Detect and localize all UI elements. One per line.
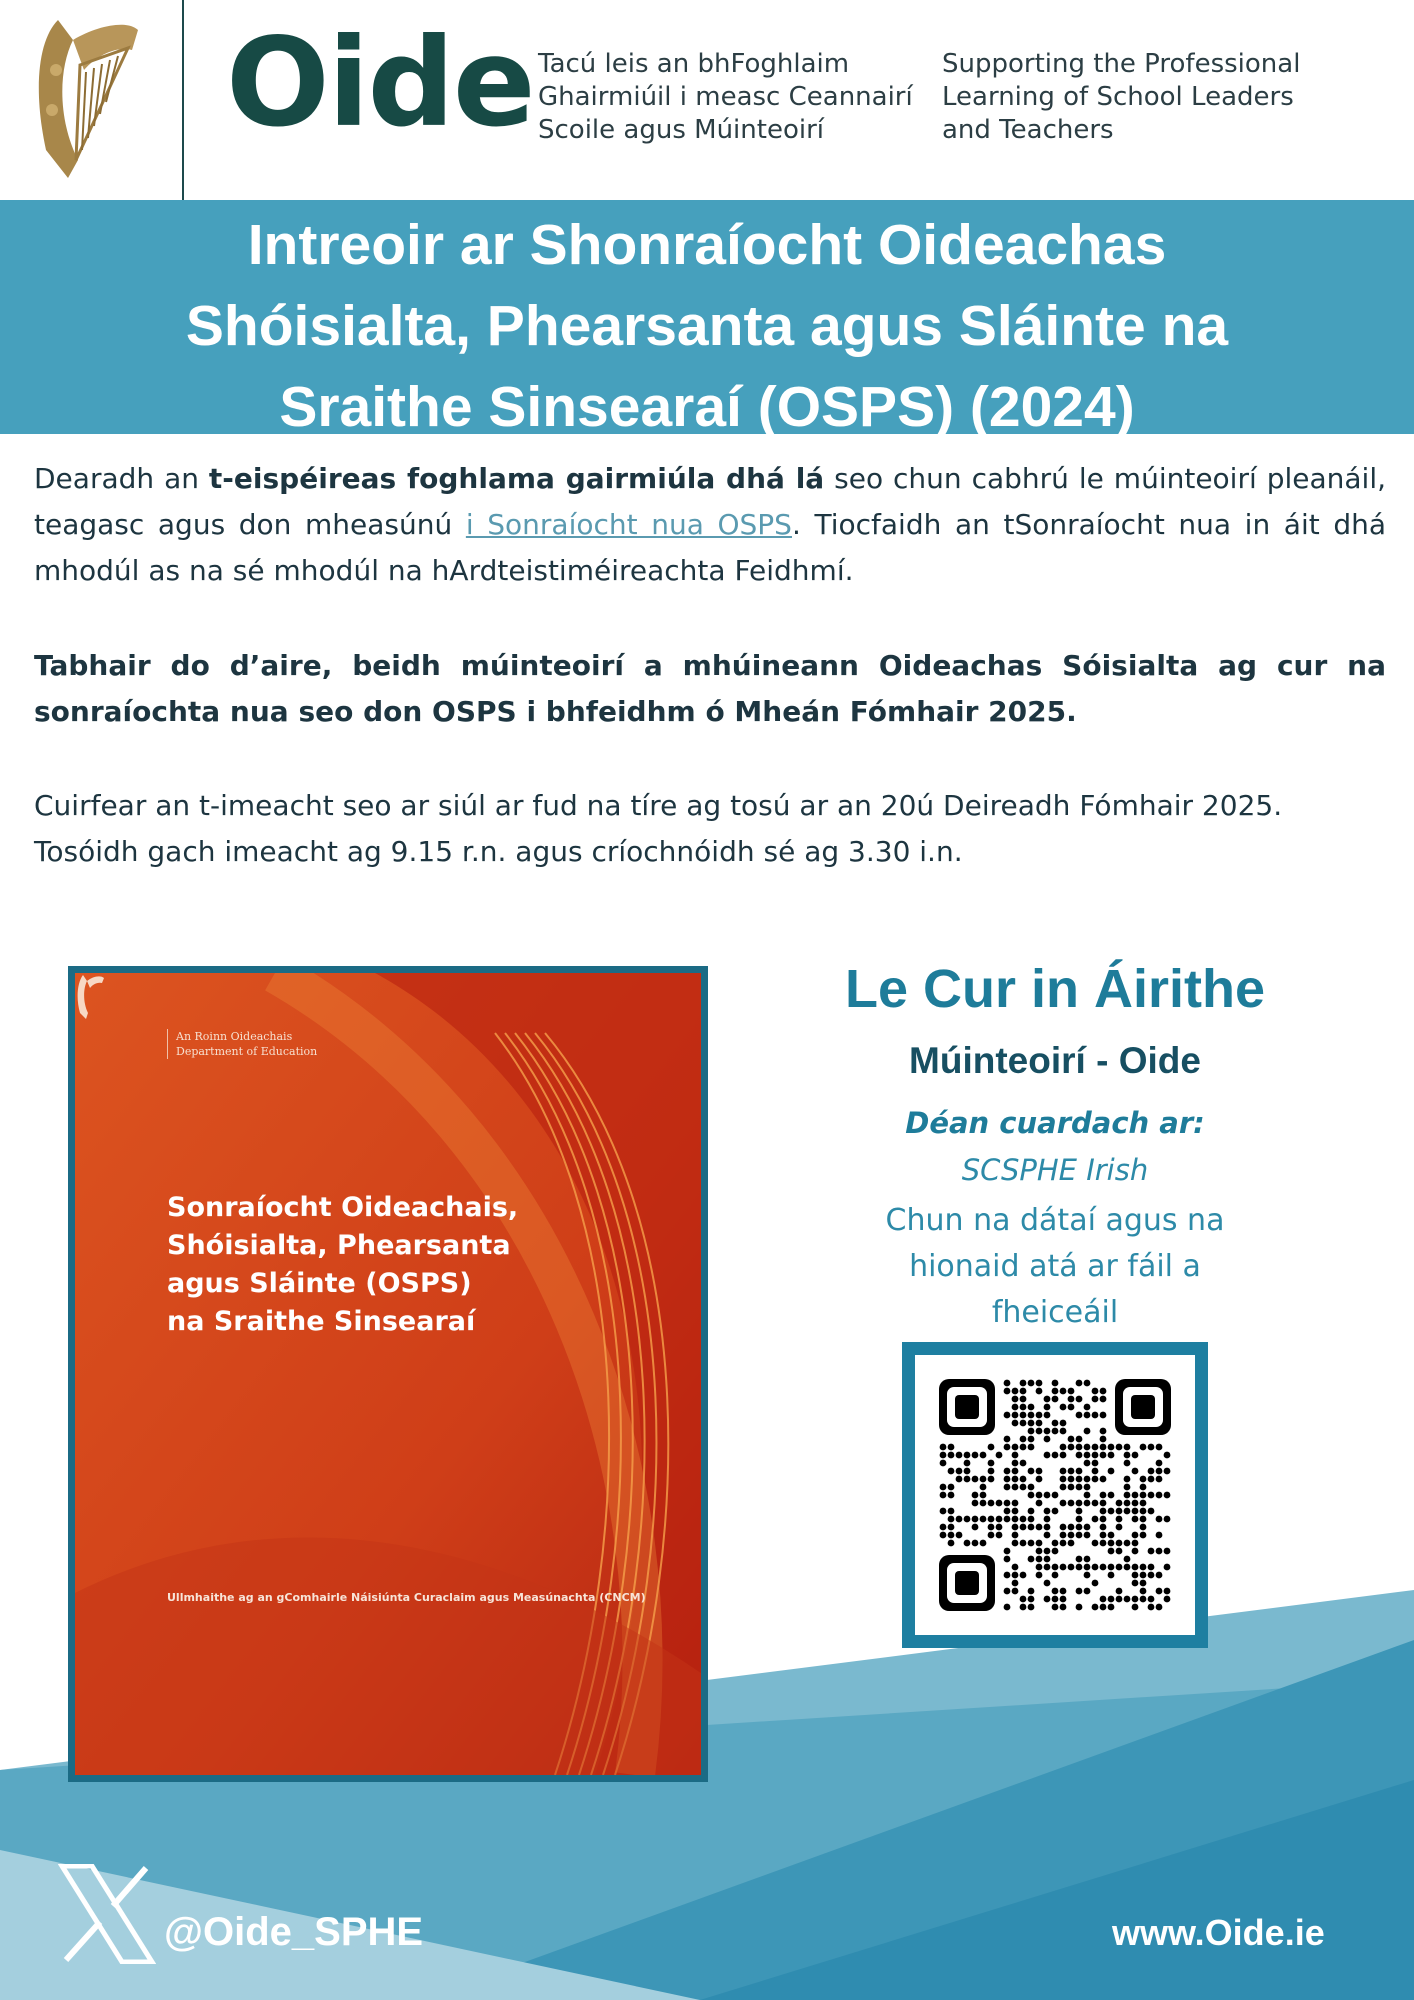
schedule-line: Tosóidh gach imeacht ag 9.15 r.n. agus críochnóidh sé ag 3.30 i.n. [34,835,963,868]
tagline-irish-line: Ghairmiúil i measc Ceannairí [538,82,913,112]
tagline-english-line: and Teachers [942,115,1114,145]
cover-title-line: agus Sláinte (OSPS) [167,1268,472,1299]
search-description [855,1198,1255,1336]
search-description-line: fheiceáil [991,1295,1119,1330]
search-description-line: hionaid atá ar fáil a [909,1249,1201,1284]
tagline-irish-line: Scoile agus Múinteoirí [538,115,824,145]
specification-link[interactable]: i Sonraíocht nua OSPS [465,508,792,541]
brand-logo: Oide [226,12,534,154]
schedule-paragraph [34,783,1386,875]
harp-emblem-icon [28,10,143,185]
x-logo-icon[interactable] [58,1864,156,1964]
cover-department-irish: An Roinn Oideachais [176,1030,293,1043]
intro-text: seo chun cabhrú le múinteoirí pleanáil, teagasc agus don mheasúnú [34,462,1386,541]
cover-title-line: na Sraithe Sinsearaí [167,1306,476,1337]
schedule-line: Cuirfear an t-imeacht seo ar siúl ar fud na tíre ag tosú ar an 20ú Deireadh Fómhair 2025. [34,789,1283,822]
notice-paragraph: Tabhair do d’aire, beidh múinteoirí a mhúineann Oideachas Sóisialta ag cur na sonraíochta nua seo don OSPS i bhfeidhm ó Mheán Fómhair 2025. [34,649,1386,728]
tagline-english [942,48,1342,147]
cover-department-english: Department of Education [176,1045,318,1058]
tagline-english-line: Supporting the Professional [942,49,1301,79]
intro-bold-text: t-eispéireas foghlama gairmiúla dhá lá [208,462,825,495]
specification-cover-image [68,966,708,1782]
title-line: Shóisialta, Phearsanta agus Sláinte na [185,294,1229,358]
intro-text: . Tiocfaidh an tSonraíocht nua in áit dhá mhodúl as na sé mhodúl na hArdteistiméireachta Feidhmí. [34,508,1387,587]
cover-title [167,1189,518,1341]
search-description-line: Chun na dátaí agus na [885,1203,1225,1238]
website-link[interactable]: www.Oide.ie [1112,1912,1325,1953]
booking-heading: Le Cur in Áirithe [844,959,1266,1019]
cover-harp-icon [75,973,105,1021]
cover-department [167,1029,317,1059]
search-term: SCSPHE Irish [961,1153,1149,1187]
social-handle[interactable]: @Oide_SPHE [164,1910,424,1954]
tagline-english-line: Learning of School Leaders [942,82,1294,112]
header-divider [182,0,184,200]
search-label: Déan cuardach ar: [905,1106,1205,1140]
cover-footer: Ullmhaithe ag an gComhairle Náisiúnta Curaclaim agus Measúnachta (CNCM) [167,1591,646,1604]
cover-title-line: Shóisialta, Phearsanta [167,1230,511,1261]
header [0,0,1414,200]
intro-text: Dearadh an [34,462,209,495]
cover-artwork [75,973,701,1775]
title-line: Intreoir ar Shonraíocht Oideachas [247,213,1167,277]
tagline-irish-line: Tacú leis an bhFoghlaim [538,49,850,79]
intro-paragraph [34,456,1386,594]
page-title [40,205,1374,448]
cover-title-line: Sonraíocht Oideachais, [167,1192,519,1223]
booking-subheading: Múinteoirí - Oide [909,1040,1201,1081]
qr-code[interactable] [902,1342,1208,1648]
title-line: Sraithe Sinsearaí (OSPS) (2024) [279,375,1135,439]
qr-code-icon [939,1379,1171,1611]
tagline-irish [538,48,918,147]
